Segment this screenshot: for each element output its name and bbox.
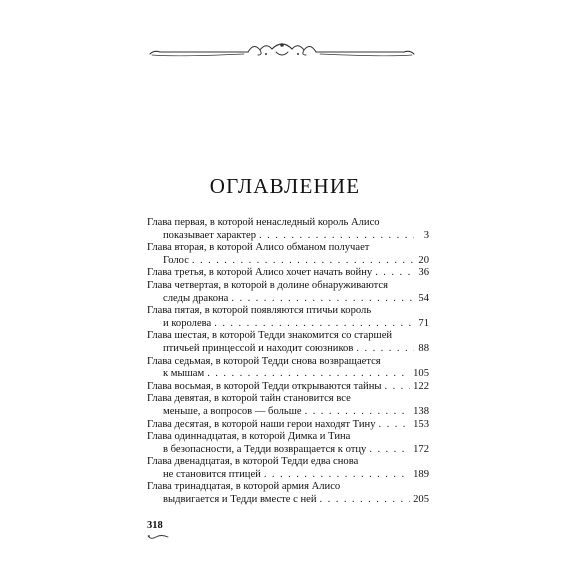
toc-entry-text: выдвигается и Тедди вместе с ней <box>163 494 317 506</box>
toc-entry-text: в безопасности, а Тедди возвращается к отцу <box>163 443 367 455</box>
dot-leader <box>375 267 414 280</box>
small-swash-ornament-icon <box>147 533 169 541</box>
toc-entry-line <box>147 494 429 507</box>
toc-entry-line <box>147 368 429 381</box>
dot-leader <box>207 368 410 381</box>
toc-entry-line <box>147 431 429 444</box>
table-of-contents <box>147 217 429 507</box>
toc-entry-text: Глава девятая, в которой тайн становится все <box>147 393 351 405</box>
toc-entry-line <box>147 356 429 369</box>
toc-entry-line <box>147 456 429 469</box>
toc-entry-text: не становится птицей <box>163 468 261 480</box>
toc-entry-line <box>147 330 429 343</box>
dot-leader <box>192 255 414 268</box>
toc-page-number: 20 <box>418 254 429 266</box>
toc-entry-text: Глава четвертая, в которой в долине обнаруживаются <box>147 279 388 291</box>
toc-entry-text: Глава шестая, в которой Тедди знакомится со старшей <box>147 330 393 342</box>
toc-entry-line <box>147 267 429 280</box>
dot-leader <box>214 318 414 331</box>
toc-entry-text: следы дракона <box>163 292 229 304</box>
dot-leader <box>231 293 414 306</box>
toc-entry-text: Глава тринадцатая, в которой армия Алисо <box>147 481 341 493</box>
toc-page-number: 205 <box>413 494 429 506</box>
toc-entry-line <box>147 242 429 255</box>
toc-entry-line <box>147 255 429 268</box>
toc-entry-line <box>147 318 429 331</box>
toc-entry-text: к мышам <box>163 368 205 380</box>
dot-leader <box>264 469 410 482</box>
toc-entry-text: Глава десятая, в которой наши герои находят Тину <box>147 418 376 430</box>
dot-leader <box>384 381 410 394</box>
dot-leader <box>369 444 410 457</box>
toc-entry-text: и королева <box>163 317 212 329</box>
toc-page-number: 122 <box>413 380 429 392</box>
toc-page-number: 138 <box>413 405 429 417</box>
dot-leader <box>379 419 411 432</box>
toc-entry-line <box>147 444 429 457</box>
toc-entry-line <box>147 217 429 230</box>
toc-entry-text: Глава одиннадцатая, в которой Димка и Тина <box>147 431 351 443</box>
toc-entry-text: Глава первая, в которой ненаследный король Алисо <box>147 217 380 228</box>
toc-entry-text: Глава седьмая, в которой Тедди снова возвращается <box>147 355 381 367</box>
toc-entry-text: Голос <box>163 254 189 266</box>
toc-page-number: 105 <box>413 368 429 380</box>
toc-entry-text: Глава вторая, в которой Алисо обманом получает <box>147 242 370 254</box>
toc-entry-text: птичьей принцессой и находит союзников <box>163 342 354 354</box>
toc-page-number: 189 <box>413 468 429 480</box>
toc-page-number: 153 <box>413 418 429 430</box>
dot-leader <box>320 494 411 507</box>
toc-entry-text: Глава двенадцатая, в которой Тедди едва снова <box>147 456 359 468</box>
toc-page-number: 54 <box>418 292 429 304</box>
page-title: ОГЛАВЛЕНИЕ <box>209 174 361 198</box>
toc-entry-text: Глава третья, в которой Алисо хочет начать войну <box>147 267 373 279</box>
toc-page-number: 71 <box>418 317 429 329</box>
toc-page-number: 36 <box>418 267 429 279</box>
toc-entry-line <box>147 406 429 419</box>
toc-entry-line <box>147 305 429 318</box>
toc-entry-line <box>147 481 429 494</box>
dot-leader <box>356 343 414 356</box>
toc-entry-text: меньше, а вопросов — больше <box>163 405 302 417</box>
dot-leader <box>305 406 411 419</box>
toc-entry-line <box>147 393 429 406</box>
toc-entry-line <box>147 230 429 243</box>
flourish-ornament-icon <box>148 38 416 66</box>
toc-entry-line <box>147 280 429 293</box>
toc-page-number: 172 <box>413 443 429 455</box>
toc-entry-text: Глава восьмая, в которой Тедди открываются тайны <box>147 380 382 392</box>
toc-entry-line <box>147 293 429 306</box>
toc-entry-line <box>147 419 429 432</box>
dot-leader <box>259 230 414 243</box>
toc-entry-text: Глава пятая, в которой появляются птичьи король <box>147 305 372 317</box>
toc-entry-line <box>147 469 429 482</box>
toc-entry-text: показывает характер <box>163 229 256 241</box>
toc-page-number: 88 <box>418 342 429 354</box>
toc-entry-line <box>147 381 429 394</box>
toc-entry-line <box>147 343 429 356</box>
toc-page-number: 3 <box>423 229 429 241</box>
page-number: 318 <box>147 520 163 531</box>
